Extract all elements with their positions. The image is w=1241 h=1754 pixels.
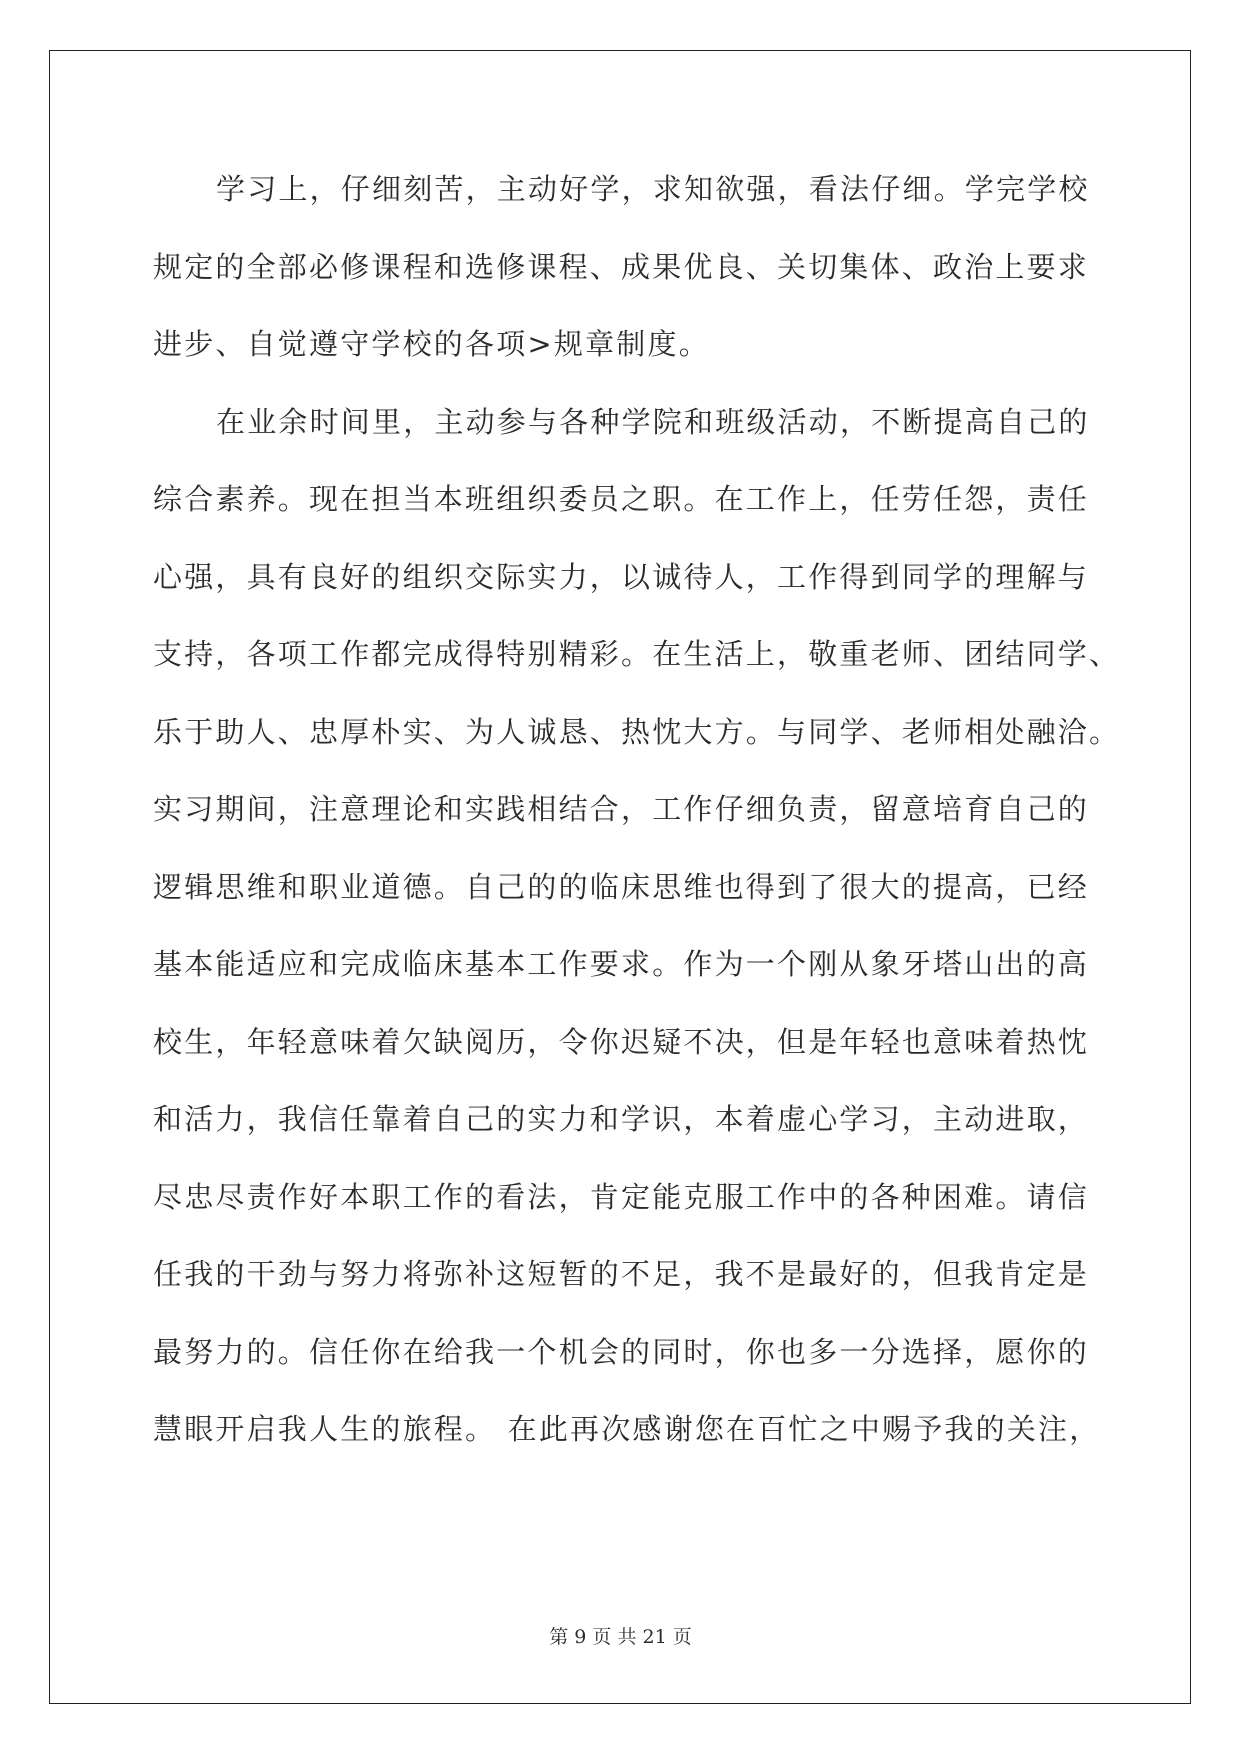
page-footer: 第 9 页 共 21 页 [549,1626,692,1648]
text-line: 进步、自觉遵守学校的各项>规章制度。 [153,327,710,361]
text-line: 和活力，我信任靠着自己的实力和学识，本着虚心学习，主动进取， [153,1102,1090,1136]
text-line: 规定的全部必修课程和选修课程、成果优良、关切集体、政治上要求 [153,249,1090,284]
text-line: 任我的干劲与努力将弥补这短暂的不足，我不是最好的，但我肯定是 [153,1257,1090,1291]
text-line: 校生，年轻意味着欠缺阅历，令你迟疑不决，但是年轻也意味着热忱 [153,1024,1090,1059]
text-line: 基本能适应和完成临床基本工作要求。作为一个刚从象牙塔山出的高 [153,947,1090,981]
text-line: 最努力的。信任你在给我一个机会的同时，你也多一分选择，愿你的 [153,1334,1090,1369]
text-line: 在业余时间里，主动参与各种学院和班级活动，不断提高自己的 [216,404,1090,439]
text-line: 支持，各项工作都完成得特别精彩。在生活上，敬重老师、团结同学、 [153,637,1121,671]
text-line: 乐于助人、忠厚朴实、为人诚恳、热忱大方。与同学、老师相处融洽。 [153,714,1121,749]
text-line: 逻辑思维和职业道德。自己的的临床思维也得到了很大的提高，已经 [153,869,1090,904]
text-line: 实习期间，注意理论和实践相结合，工作仔细负责，留意培育自己的 [153,792,1090,826]
text-line: 综合素养。现在担当本班组织委员之职。在工作上，任劳任怨，责任 [153,482,1090,516]
document-body [153,165,1121,1483]
text-line: 慧眼开启我人生的旅程。 在此再次感谢您在百忙之中赐予我的关注， [153,1412,1101,1446]
text-line: 尽忠尽责作好本职工作的看法，肯定能克服工作中的各种困难。请信 [153,1179,1090,1214]
text-line: 学习上，仔细刻苦，主动好学，求知欲强，看法仔细。学完学校 [216,172,1090,206]
text-line: 心强，具有良好的组织交际实力，以诚待人，工作得到同学的理解与 [153,559,1090,594]
